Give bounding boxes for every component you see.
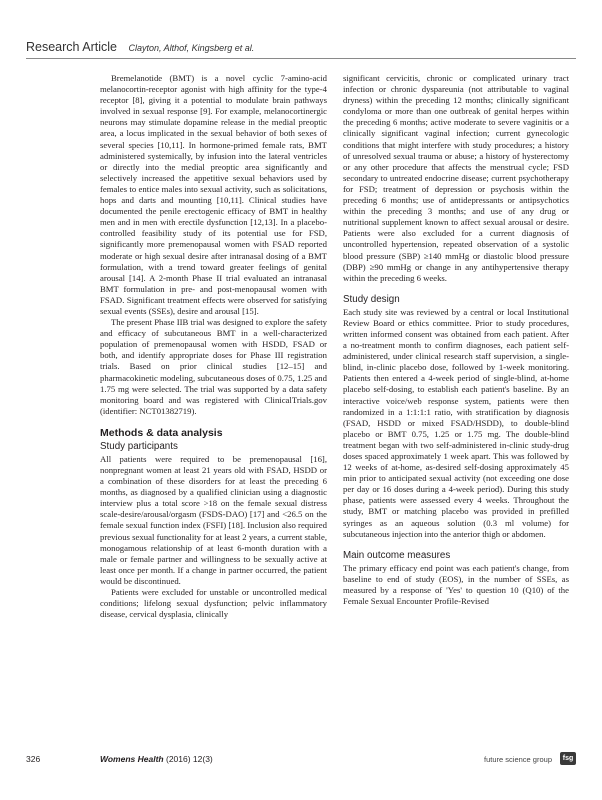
running-authors: Clayton, Althof, Kingsberg et al.: [128, 43, 255, 53]
subsection-heading-design: Study design: [343, 293, 400, 305]
body-paragraph: All patients were required to be premenopausal [16], nonpregnant women at least 21 years old with FSAD, HSDD or a combination of these disorders for at least the preceding 6 months, as diagnosed by a qualified clinician using a diagnostic interview plus a total score >18 on the female sexual distress scale-desire/arousal/orgasm (FSDS-DAO) [17] and <26.5 on the female sexual function index (FSFI) [18]. Inclusion also required previous sexual functionality for at least 2 years, a current stable, monogamous relationship of at least 6-month duration with a male or female partner and willingness to be sexually active at least once per month. If a change in partner occurred, the patient would be discontinued.: [100, 453, 327, 586]
section-heading-methods: Methods & data analysis: [100, 426, 223, 439]
header-divider: [26, 58, 576, 59]
journal-citation: [100, 754, 213, 764]
body-paragraph: Each study site was reviewed by a central or local Institutional Review Board or ethics committee. Prior to study procedures, written informed consent was obtained from each patient. After a no-treatment month to confirm diagnoses, each patient self-administered, under clinical research staff supervision, a single-blind, in-clinic placebo dose, followed by 1-week monitoring. Patients then entered a 4-week period of single-blind, at-home placebo self-dosing, to establish each patient's baseline. By an interactive voice/web response system, patients were then randomized in a 1:1:1:1 ratio, with stratification by diagnosis (FSAD, HSDD or mixed FSAD/HSDD), to double-blind placebo or BMT 0.75, 1.25 or 1.75 mg. The double-blind treatment began with two self-administered in-clinic study-drug doses spaced approximately 1 week apart. This was followed by 12 weeks of at-home, as-desired self-dosing approximately 45 min prior to anticipated sexual activity (not exceeding one dose per day or 16 doses during a 4-week period). During this study phase, patients were assessed every 4 weeks. Throughout the study, BMT or matching placebo was provided in prefilled syringes as an aqueous solution (0.3 ml volume) for subcutaneous injection into the anterior thigh or abdomen.: [343, 306, 569, 539]
subsection-heading-outcomes: Main outcome measures: [343, 549, 451, 561]
body-paragraph: Bremelanotide (BMT) is a novel cyclic 7-amino-acid melanocortin-receptor agonist with high affinity for the type-4 receptor [8], giving it a potential to modulate brain pathways involved in sexual response [9]. For example, melanocortinergic neurons may stimulate dopamine release in the medial preoptic area, a locus implicated in the sexual behavior of both sexes of several species [10,11]. In hormone-primed female rats, BMT administered systemically, by infusion into the lateral ventricles or directly into the medial preoptic area significantly and selectively increased the appetitive sexual behaviors used by females to entice males into sexual activity, such as solicitations, hops and darts and mounting [10,11]. Clinical studies have documented the penile erectogenic efficacy of BMT in healthy men and in men with erectile dysfunction [12,13]. In a placebo-controlled feasibility study of its potential use for FSD, significantly more premenopausal women with FSAD reported moderate or high sexual desire after intranasal dosing of a BMT formulation, with a trend toward greater feelings of genital arousal [14]. A 2-month Phase II trial evaluated an intranasal BMT formulation in pre- and post-menopausal women with FSAD. Significant treatment effects were observed for satisfying sexual events (SSEs), desire and arousal [15].: [100, 73, 327, 316]
journal-name: Womens Health: [100, 754, 164, 764]
page-footer: [26, 752, 576, 772]
publisher-logo: fsg: [560, 752, 576, 765]
article-type-label: Research Article: [26, 40, 118, 54]
right-column: [343, 73, 569, 728]
body-paragraph: The primary efficacy end point was each patient's change, from baseline to end of study (EOS), in the number of SSEs, as measured by a response of 'Yes' to question 10 (Q10) of the Female Sexual Encounter Profile-Revised: [343, 562, 569, 607]
publisher-name: future science group: [484, 755, 552, 764]
left-column: [100, 73, 327, 728]
page-number: 326: [26, 754, 41, 764]
body-paragraph: The present Phase IIB trial was designed to explore the safety and efficacy of subcutaneous BMT in a well-characterized population of premenopausal women with HSDD, FSAD or both, and identify appropriate doses for Phase III registration trials. Based on prior clinical studies [12–15] and pharmacokinetic modeling, subcutaneous doses of 0.75, 1.25 and 1.75 mg were selected. The trial was supported by a data safety monitoring board and was registered with ClinicalTrials.gov (identifier: NCT01382719).: [100, 317, 327, 416]
body-paragraph: Patients were excluded for unstable or uncontrolled medical conditions; lifelong sexual dysfunction; pelvic inflammatory disease, cervical dysplasia, clinically: [100, 587, 327, 620]
running-header: [26, 38, 576, 58]
subsection-heading-participants: Study participants: [100, 440, 178, 452]
journal-issue: (2016) 12(3): [165, 754, 213, 764]
body-paragraph: significant cervicitis, chronic or complicated urinary tract infection or chronic dyspareunia (not attributable to vaginal dryness) within the preceding 12 months; clinically significant condyloma or more than one outbreak of genital herpes within the preceding 6 months; active moderate to severe vaginitis or a clinically significant vaginal infection; current gynecologic conditions that might interfere with study procedures; a history of unresolved sexual trauma or abuse; a history of hysterectomy or any other procedure that affects the menstrual cycle; FSD secondary to untreated endocrine disease; current psychotherapy for FSD; treatment of depression or psychosis within the preceding 6 months; use of antidepressants or antipsychotics within the preceding 3 months; and use of any drug or nutritional supplement known to affect sexual arousal or desire. Patients were also excluded for a current diagnosis of uncontrolled hypertension, repeated observation of a systolic blood pressure (SBP) ≥140 mmHg or diastolic blood pressure (DBP) ≥90 mmHg or change in any antihypertensive therapy within the preceding 6 weeks.: [343, 73, 569, 283]
